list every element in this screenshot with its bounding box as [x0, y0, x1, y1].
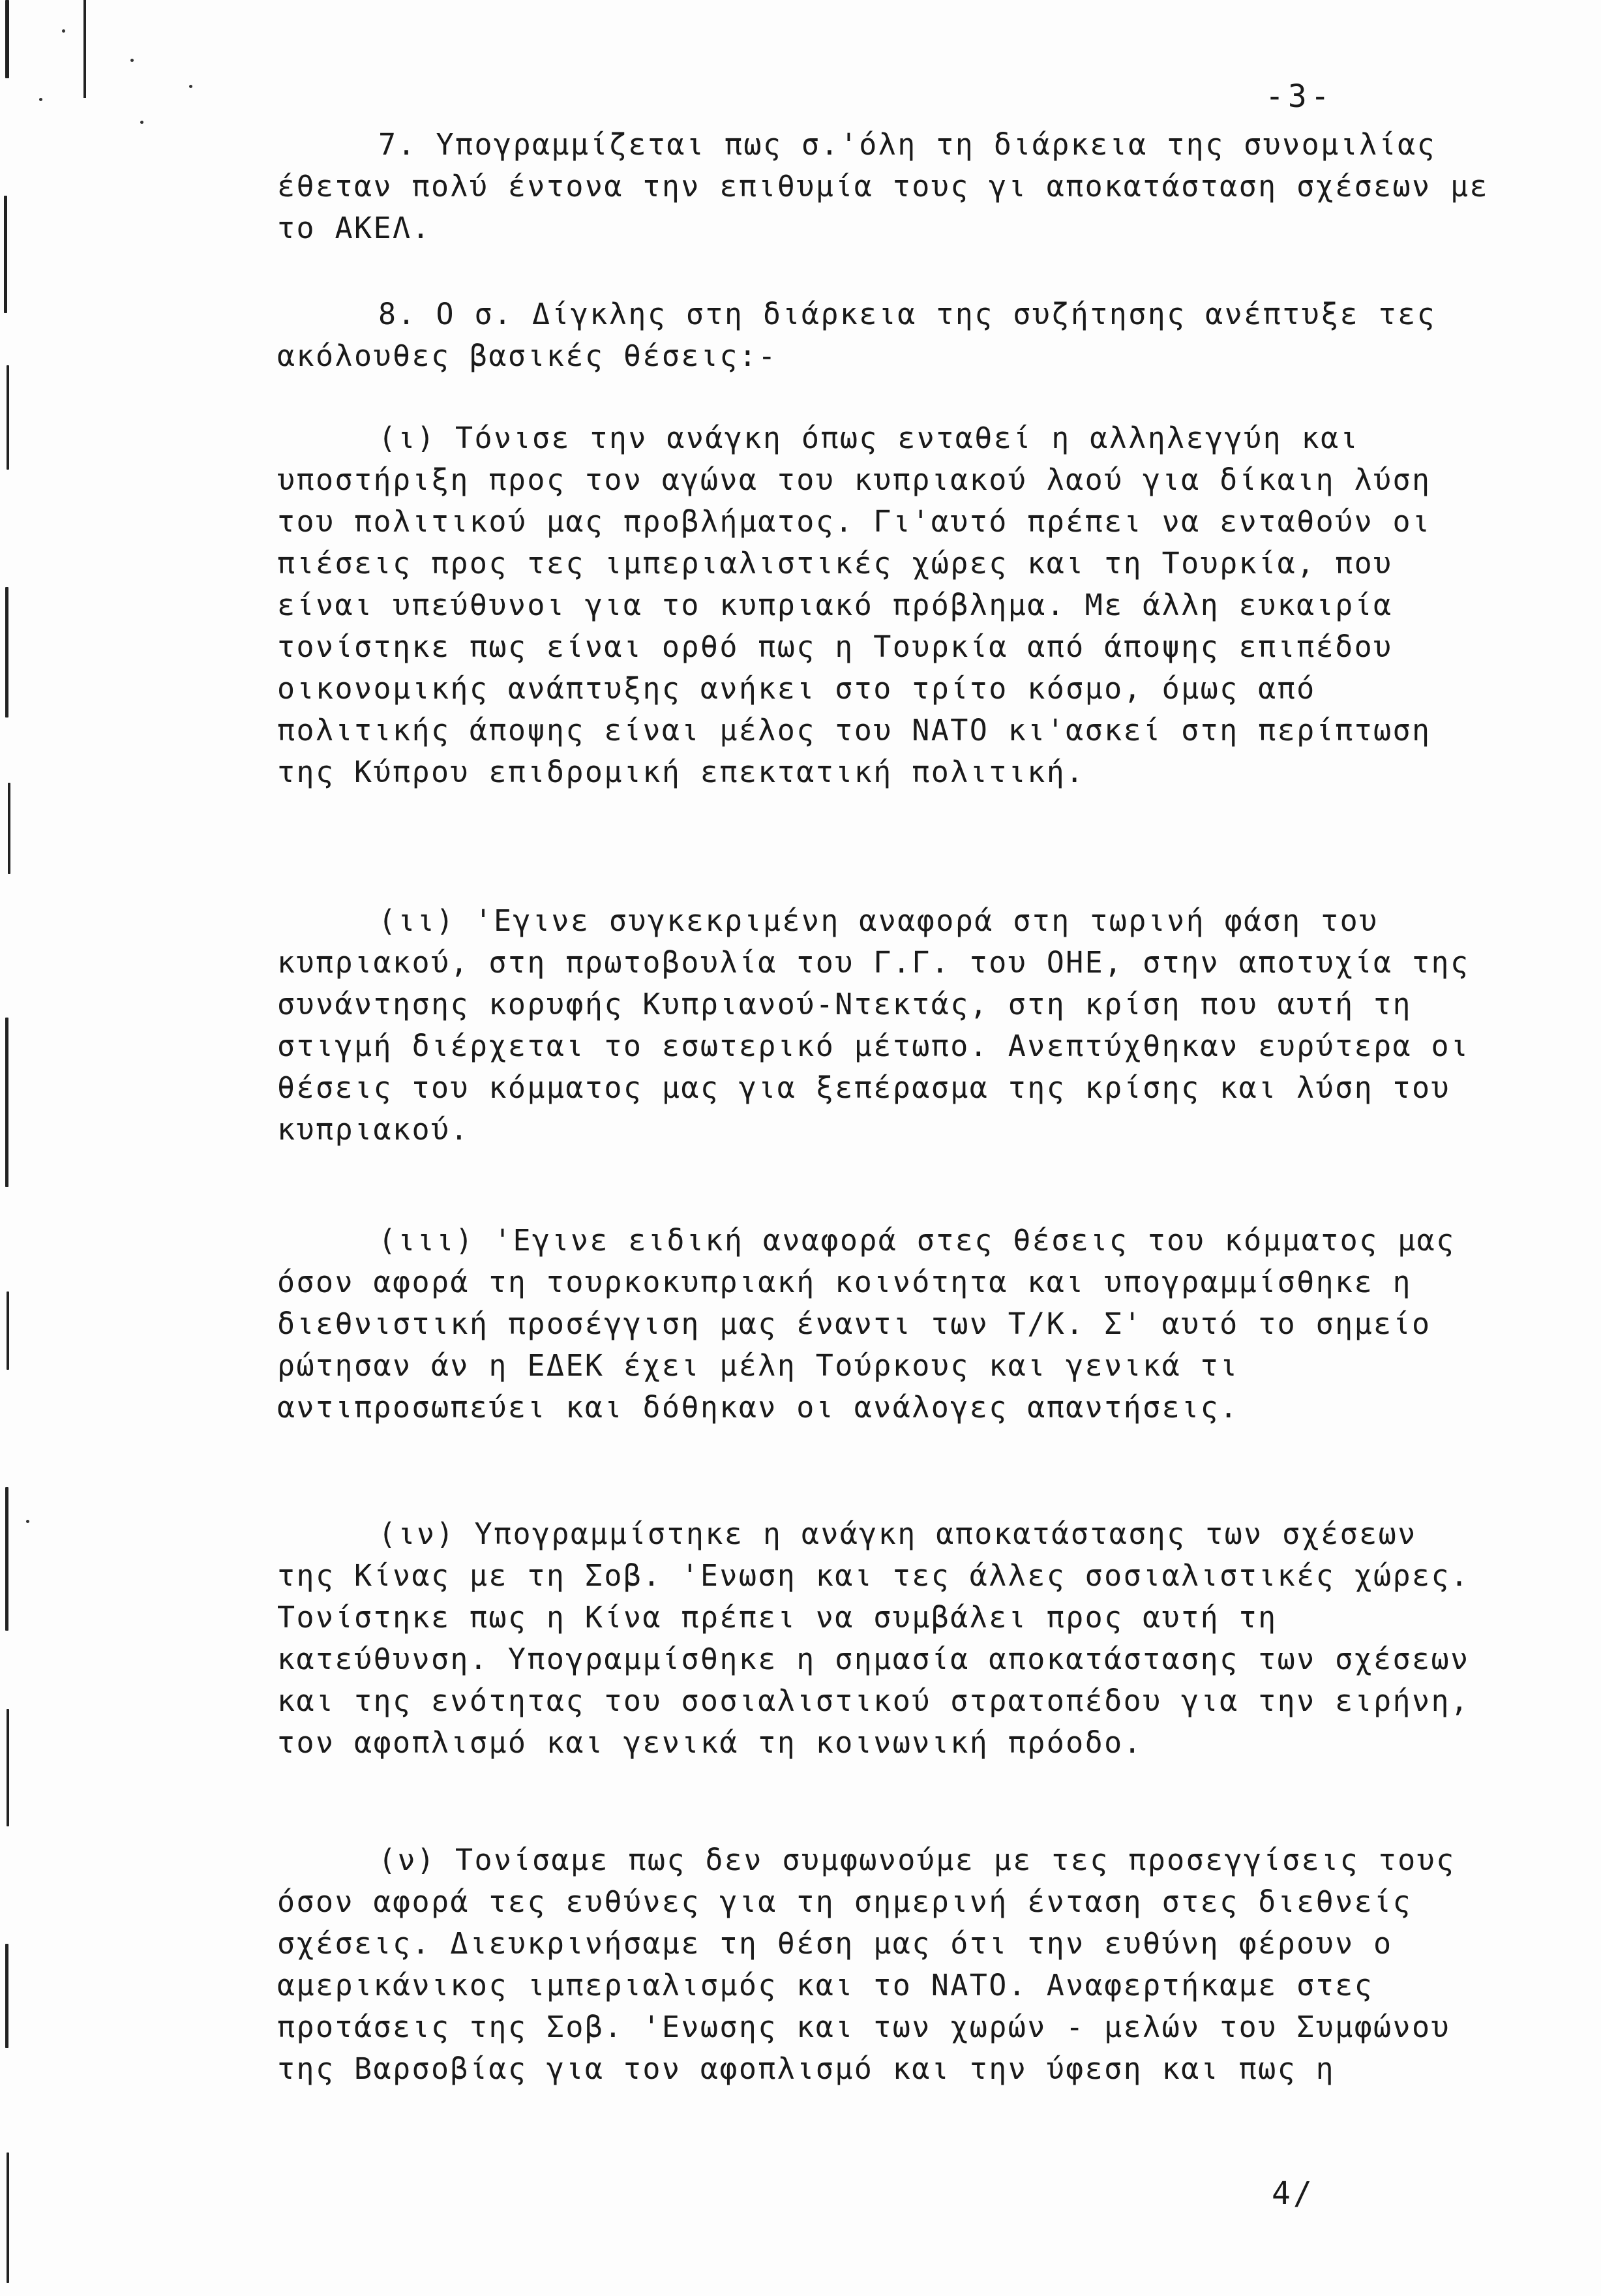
- edge-mark: [7, 365, 9, 470]
- paragraph-8-i: (ι) Τόνισε την ανάγκη όπως ενταθεί η αλληλεγγύη και υποστήριξη προς τον αγώνα του κυπριακού λαού για δίκαιη λύση του πολιτικού μας προβλήματος. Γι'αυτό πρέπει να ενταθούν οι πιέσεις προς τες ιμπεριαλιστικές χώρες και τη Τουρκία, που είναι υπεύθυνοι για το κυπριακό πρόβλημα. Με άλλη ευκαιρία τονίστηκε πως είναι ορθό πως η Τουρκία από άποψης επιπέδου οικονομικής ανάπτυξης ανήκει στο τρίτο κόσμο, όμως από πολιτικής άποψης είναι μέλος του ΝΑΤΟ κι'ασκεί στη περίπτωση της Κύπρου επιδρομική επεκτατική πολιτική.: [277, 421, 1451, 789]
- paragraph-8: 8. Ο σ. Δίγκλης στη διάρκεια της συζήτησης ανέπτυξε τες ακόλουθες βασικές θέσεις:-: [277, 297, 1456, 373]
- speck: [62, 29, 65, 33]
- binding-line: [83, 0, 86, 98]
- edge-mark: [5, 0, 9, 78]
- speck: [26, 1520, 29, 1523]
- edge-mark: [7, 1292, 9, 1370]
- paragraph-8-iii: (ιιι) 'Εγινε ειδική αναφορά στες θέσεις του κόμματος μας όσον αφορά τη τουρκοκυπριακή κοινότητα και υπογραμμίσθηκε η διεθνιστική προσέγγιση μας έναντι των Τ/Κ. Σ' αυτό το σημείο ρώτησαν άν η ΕΔΕΚ έχει μέλη Τούρκους και γενικά τι αντιπροσωπεύει και δόθηκαν οι ανάλογες απαντήσεις.: [277, 1223, 1475, 1425]
- speck: [189, 85, 192, 88]
- speck: [130, 59, 134, 62]
- edge-mark: [7, 1709, 9, 1826]
- speck: [140, 121, 143, 124]
- edge-mark: [5, 1018, 8, 1187]
- edge-mark: [8, 783, 10, 874]
- paragraph-8-v: (ν) Τονίσαμε πως δεν συμφωνούμε με τες προσεγγίσεις τους όσον αφορά τες ευθύνες για τη σημερινή ένταση στες διεθνείς σχέσεις. Διευκρινήσαμε τη θέση μας ότι την ευθύνη φέρουν ο αμερικάνικος ιμπεριαλισμός και το ΝΑΤΟ. Αναφερτήκαμε στες προτάσεις της Σοβ. 'Ενωσης και των χωρών - μελών του Συμφώνου της Βαρσοβίας για τον αφοπλισμό και την ύφεση και πως η: [277, 1843, 1475, 2086]
- speck: [39, 98, 42, 101]
- paragraph-7: 7. Υπογραμμίζεται πως σ.'όλη τη διάρκεια της συνομιλίας έθεταν πολύ έντονα την επιθυμία τους γι αποκατάσταση σχέσεων με το ΑΚΕΛ.: [277, 127, 1508, 245]
- paragraph-8-iv: (ιν) Υπογραμμίστηκε η ανάγκη αποκατάστασης των σχέσεων της Κίνας με τη Σοβ. 'Ενωση και τες άλλες σοσιαλιστικές χώρες. Τονίστηκε πως η Κίνα πρέπει να συμβάλει προς αυτή τη κατεύθυνση. Υπογραμμίσθηκε η σημασία αποκατάστασης των σχέσεων και της ενότητας του σοσιαλιστικού στρατοπέδου για την ειρήνη, τον αφοπλισμό και γενικά τη κοινωνική πρόοδο.: [277, 1517, 1489, 1760]
- edge-mark: [5, 587, 8, 718]
- edge-mark: [4, 196, 7, 313]
- paragraph-8-ii: (ιι) 'Εγινε συγκεκριμένη αναφορά στη τωρινή φάση του κυπριακού, στη πρωτοβουλία του Γ.Γ. του ΟΗΕ, στην αποτυχία της συνάντησης κορυφής Κυπριανού-Ντεκτάς, στη κρίση που αυτή τη στιγμή διέρχεται το εσωτερικό μέτωπο. Ανεπτύχθηκαν ευρύτερα οι θέσεις του κόμματος μας για ξεπέρασμα της κρίσης και λύση του κυπριακού.: [277, 903, 1489, 1147]
- edge-mark: [7, 2152, 9, 2283]
- page-number: -3-: [1265, 78, 1334, 115]
- edge-mark: [5, 1487, 8, 1631]
- scan-binding-edge: [0, 0, 98, 2296]
- continuation-marker: 4/: [1272, 2175, 1315, 2212]
- edge-mark: [5, 1944, 8, 2048]
